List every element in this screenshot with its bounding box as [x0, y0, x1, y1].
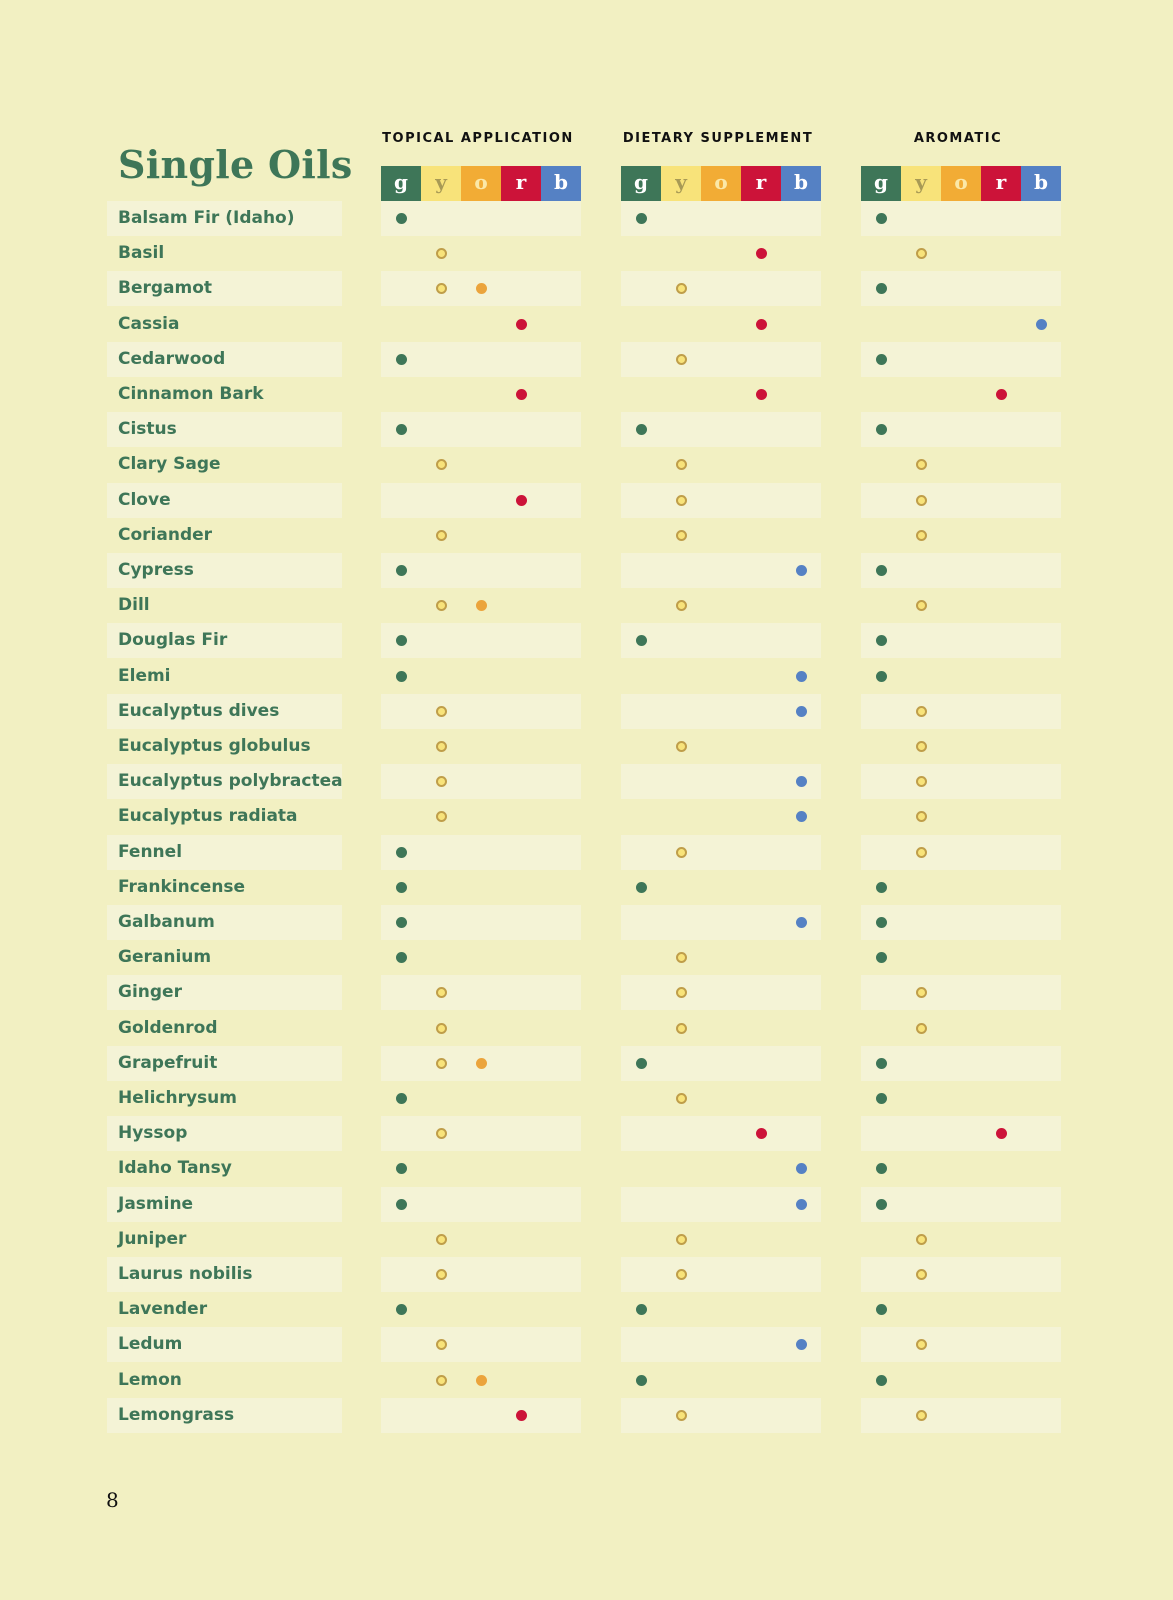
- dot-b-dietary: [796, 811, 807, 822]
- dot-y-topical: [436, 600, 447, 611]
- oil-name: Cassia: [118, 314, 180, 334]
- dot-r-dietary: [756, 389, 767, 400]
- color-key-topical: [381, 166, 581, 201]
- dot-y-aromatic: [916, 847, 927, 858]
- table-row: [0, 1327, 1173, 1362]
- key-letter: o: [474, 169, 488, 194]
- row-band: [621, 1398, 821, 1433]
- dot-r-topical: [516, 1410, 527, 1421]
- table-row: [0, 377, 1173, 412]
- table-row: [0, 483, 1173, 518]
- oil-name: Balsam Fir (Idaho): [118, 208, 295, 228]
- row-band: [381, 483, 581, 518]
- oil-name: Cypress: [118, 560, 194, 580]
- dot-y-aromatic: [916, 1023, 927, 1034]
- dot-g-aromatic: [876, 354, 887, 365]
- table-row: [0, 553, 1173, 588]
- row-band: [621, 1257, 821, 1292]
- table-row: [0, 1398, 1173, 1433]
- table-row: [0, 1187, 1173, 1222]
- dot-g-aromatic: [876, 1163, 887, 1174]
- table-row: [0, 764, 1173, 799]
- oil-name: Cedarwood: [118, 349, 226, 369]
- dot-g-topical: [396, 952, 407, 963]
- dot-y-aromatic: [916, 706, 927, 717]
- dot-y-dietary: [676, 741, 687, 752]
- dot-y-dietary: [676, 987, 687, 998]
- table-row: [0, 271, 1173, 306]
- key-letter: y: [435, 169, 447, 194]
- oil-name: Lavender: [118, 1299, 208, 1319]
- row-band: [381, 835, 581, 870]
- dot-g-topical: [396, 917, 407, 928]
- oil-name: Frankincense: [118, 877, 246, 897]
- oil-name: Ginger: [118, 982, 182, 1002]
- dot-y-dietary: [676, 952, 687, 963]
- dot-y-dietary: [676, 1410, 687, 1421]
- row-band: [861, 412, 1061, 447]
- section-title-topical: TOPICAL APPLICATION: [382, 131, 574, 146]
- row-band: [861, 1398, 1061, 1433]
- oil-name: Laurus nobilis: [118, 1264, 253, 1284]
- key-r: [741, 166, 781, 201]
- dot-y-topical: [436, 1339, 447, 1350]
- dot-y-topical: [436, 741, 447, 752]
- table-row: [0, 694, 1173, 729]
- dot-g-topical: [396, 565, 407, 576]
- row-band: [621, 835, 821, 870]
- color-key-dietary: [621, 166, 821, 201]
- row-band: [381, 1257, 581, 1292]
- oil-name: Fennel: [118, 842, 183, 862]
- dot-g-aromatic: [876, 283, 887, 294]
- table-row: [0, 342, 1173, 377]
- dot-b-dietary: [796, 1199, 807, 1210]
- dot-y-topical: [436, 706, 447, 717]
- oil-name: Basil: [118, 243, 165, 263]
- key-letter: g: [634, 169, 648, 194]
- dot-b-dietary: [796, 1339, 807, 1350]
- table-row: [0, 1046, 1173, 1081]
- dot-g-aromatic: [876, 1199, 887, 1210]
- dot-b-dietary: [796, 565, 807, 576]
- table-row: [0, 799, 1173, 834]
- dot-y-aromatic: [916, 741, 927, 752]
- dot-y-aromatic: [916, 600, 927, 611]
- dot-o-topical: [476, 283, 487, 294]
- dot-y-topical: [436, 1023, 447, 1034]
- dot-b-dietary: [796, 1163, 807, 1174]
- oil-name: Cinnamon Bark: [118, 384, 264, 404]
- dot-y-dietary: [676, 600, 687, 611]
- section-title-aromatic: AROMATIC: [913, 131, 1003, 146]
- table-row: [0, 729, 1173, 764]
- dot-y-dietary: [676, 459, 687, 470]
- dot-g-aromatic: [876, 917, 887, 928]
- key-b: [541, 166, 581, 201]
- dot-g-topical: [396, 882, 407, 893]
- row-band: [861, 1046, 1061, 1081]
- row-band: [621, 623, 821, 658]
- row-band: [621, 201, 821, 236]
- dot-g-aromatic: [876, 671, 887, 682]
- dot-r-dietary: [756, 1128, 767, 1139]
- dot-y-dietary: [676, 1234, 687, 1245]
- table-row: [0, 1011, 1173, 1046]
- oil-name: Elemi: [118, 666, 171, 686]
- key-letter: g: [874, 169, 888, 194]
- dot-y-aromatic: [916, 811, 927, 822]
- oil-name: Eucalyptus radiata: [118, 806, 298, 826]
- oil-name: Eucalyptus polybractea: [118, 771, 343, 791]
- oil-name: Clary Sage: [118, 454, 221, 474]
- oil-name: Lemon: [118, 1370, 182, 1390]
- row-band: [621, 694, 821, 729]
- table-row: [0, 588, 1173, 623]
- dot-g-topical: [396, 635, 407, 646]
- row-band: [621, 764, 821, 799]
- row-band: [861, 1257, 1061, 1292]
- oil-name: Ledum: [118, 1334, 183, 1354]
- key-letter: r: [515, 169, 527, 194]
- dot-g-dietary: [636, 424, 647, 435]
- key-g: [381, 166, 421, 201]
- dot-y-topical: [436, 1269, 447, 1280]
- table-row: [0, 307, 1173, 342]
- row-band: [621, 483, 821, 518]
- oil-name: Eucalyptus globulus: [118, 736, 311, 756]
- dot-y-dietary: [676, 1093, 687, 1104]
- dot-g-aromatic: [876, 1093, 887, 1104]
- row-band: [621, 342, 821, 377]
- table-row: [0, 1363, 1173, 1398]
- row-band: [861, 835, 1061, 870]
- row-band: [381, 201, 581, 236]
- row-band: [381, 1398, 581, 1433]
- row-band: [861, 694, 1061, 729]
- row-band: [381, 1187, 581, 1222]
- table-row: [0, 201, 1173, 236]
- dot-b-aromatic: [1036, 319, 1047, 330]
- dot-g-topical: [396, 1163, 407, 1174]
- dot-r-aromatic: [996, 389, 1007, 400]
- dot-g-topical: [396, 671, 407, 682]
- key-o: [941, 166, 981, 201]
- row-band: [381, 1116, 581, 1151]
- oil-name: Dill: [118, 595, 150, 615]
- row-band: [381, 694, 581, 729]
- key-b: [781, 166, 821, 201]
- key-y: [661, 166, 701, 201]
- dot-y-dietary: [676, 495, 687, 506]
- dot-b-dietary: [796, 671, 807, 682]
- row-band: [381, 764, 581, 799]
- dot-y-aromatic: [916, 1234, 927, 1245]
- dot-g-aromatic: [876, 565, 887, 576]
- row-band: [381, 342, 581, 377]
- dot-o-topical: [476, 1058, 487, 1069]
- table-row: [0, 1292, 1173, 1327]
- row-band: [621, 1187, 821, 1222]
- row-band: [861, 201, 1061, 236]
- oil-name: Goldenrod: [118, 1018, 218, 1038]
- table-row: [0, 659, 1173, 694]
- table-row: [0, 940, 1173, 975]
- oil-name: Galbanum: [118, 912, 215, 932]
- dot-g-aromatic: [876, 1375, 887, 1386]
- page-number: 8: [106, 1488, 119, 1512]
- dot-g-aromatic: [876, 213, 887, 224]
- key-letter: b: [794, 169, 808, 194]
- oil-name: Eucalyptus dives: [118, 701, 280, 721]
- color-key-aromatic: [861, 166, 1061, 201]
- dot-g-aromatic: [876, 952, 887, 963]
- row-band: [861, 342, 1061, 377]
- dot-y-aromatic: [916, 1339, 927, 1350]
- dot-g-topical: [396, 213, 407, 224]
- dot-g-dietary: [636, 882, 647, 893]
- key-y: [901, 166, 941, 201]
- oil-name: Douglas Fir: [118, 630, 228, 650]
- dot-y-aromatic: [916, 776, 927, 787]
- dot-g-dietary: [636, 1375, 647, 1386]
- dot-y-aromatic: [916, 987, 927, 998]
- key-letter: y: [915, 169, 927, 194]
- dot-r-dietary: [756, 319, 767, 330]
- dot-g-dietary: [636, 1058, 647, 1069]
- table-row: [0, 975, 1173, 1010]
- table-row: [0, 412, 1173, 447]
- oil-name: Geranium: [118, 947, 212, 967]
- table-row: [0, 1116, 1173, 1151]
- dot-y-aromatic: [916, 459, 927, 470]
- row-band: [621, 975, 821, 1010]
- key-r: [501, 166, 541, 201]
- row-band: [621, 271, 821, 306]
- key-letter: g: [394, 169, 408, 194]
- dot-y-topical: [436, 530, 447, 541]
- key-letter: r: [995, 169, 1007, 194]
- dot-y-topical: [436, 776, 447, 787]
- table-row: [0, 623, 1173, 658]
- row-band: [621, 553, 821, 588]
- dot-g-aromatic: [876, 1058, 887, 1069]
- dot-b-dietary: [796, 706, 807, 717]
- key-letter: o: [714, 169, 728, 194]
- row-band: [861, 764, 1061, 799]
- dot-o-topical: [476, 1375, 487, 1386]
- oil-name: Hyssop: [118, 1123, 188, 1143]
- row-band: [861, 483, 1061, 518]
- oil-name: Juniper: [118, 1229, 187, 1249]
- dot-g-topical: [396, 424, 407, 435]
- table-row: [0, 447, 1173, 482]
- dot-y-dietary: [676, 354, 687, 365]
- dot-y-dietary: [676, 283, 687, 294]
- key-r: [981, 166, 1021, 201]
- key-letter: o: [954, 169, 968, 194]
- row-band: [861, 1116, 1061, 1151]
- key-o: [461, 166, 501, 201]
- table-row: [0, 1257, 1173, 1292]
- dot-y-topical: [436, 1375, 447, 1386]
- row-band: [861, 905, 1061, 940]
- page-title: Single Oils: [118, 142, 353, 187]
- row-band: [861, 553, 1061, 588]
- dot-o-topical: [476, 600, 487, 611]
- dot-y-aromatic: [916, 530, 927, 541]
- oil-name: Cistus: [118, 419, 177, 439]
- table-row: [0, 1222, 1173, 1257]
- dot-g-aromatic: [876, 882, 887, 893]
- table-row: [0, 518, 1173, 553]
- key-letter: b: [554, 169, 568, 194]
- oil-name: Coriander: [118, 525, 213, 545]
- dot-g-topical: [396, 1093, 407, 1104]
- dot-y-dietary: [676, 1023, 687, 1034]
- row-band: [381, 412, 581, 447]
- row-band: [381, 623, 581, 658]
- table-row: [0, 236, 1173, 271]
- table-row: [0, 1151, 1173, 1186]
- table-row: [0, 1081, 1173, 1116]
- dot-r-topical: [516, 319, 527, 330]
- oil-name: Bergamot: [118, 278, 213, 298]
- row-band: [621, 1327, 821, 1362]
- dot-g-aromatic: [876, 1304, 887, 1315]
- dot-g-dietary: [636, 1304, 647, 1315]
- oil-name: Grapefruit: [118, 1053, 218, 1073]
- row-band: [621, 1046, 821, 1081]
- row-band: [621, 1116, 821, 1151]
- key-o: [701, 166, 741, 201]
- section-title-dietary: DIETARY SUPPLEMENT: [622, 131, 814, 146]
- row-band: [621, 905, 821, 940]
- dot-y-aromatic: [916, 1269, 927, 1280]
- oil-name: Lemongrass: [118, 1405, 235, 1425]
- row-band: [861, 623, 1061, 658]
- row-band: [861, 1327, 1061, 1362]
- key-letter: y: [675, 169, 687, 194]
- dot-g-topical: [396, 354, 407, 365]
- key-g: [621, 166, 661, 201]
- dot-g-topical: [396, 1304, 407, 1315]
- dot-g-topical: [396, 1199, 407, 1210]
- table-row: [0, 905, 1173, 940]
- row-band: [621, 412, 821, 447]
- row-band: [381, 1327, 581, 1362]
- dot-r-aromatic: [996, 1128, 1007, 1139]
- dot-b-dietary: [796, 917, 807, 928]
- table-row: [0, 870, 1173, 905]
- row-band: [861, 271, 1061, 306]
- dot-r-topical: [516, 389, 527, 400]
- dot-y-dietary: [676, 530, 687, 541]
- row-band: [381, 975, 581, 1010]
- dot-g-aromatic: [876, 635, 887, 646]
- oil-name: Helichrysum: [118, 1088, 237, 1108]
- dot-y-topical: [436, 811, 447, 822]
- key-b: [1021, 166, 1061, 201]
- row-band: [861, 1187, 1061, 1222]
- row-band: [381, 905, 581, 940]
- dot-y-aromatic: [916, 248, 927, 259]
- row-band: [381, 553, 581, 588]
- dot-y-topical: [436, 987, 447, 998]
- key-letter: r: [755, 169, 767, 194]
- dot-y-topical: [436, 1234, 447, 1245]
- dot-y-topical: [436, 1128, 447, 1139]
- table-row: [0, 835, 1173, 870]
- dot-y-topical: [436, 248, 447, 259]
- key-y: [421, 166, 461, 201]
- dot-y-topical: [436, 459, 447, 470]
- row-band: [861, 975, 1061, 1010]
- dot-y-dietary: [676, 847, 687, 858]
- oil-name: Jasmine: [118, 1194, 194, 1214]
- dot-y-aromatic: [916, 495, 927, 506]
- dot-y-aromatic: [916, 1410, 927, 1421]
- oil-name: Clove: [118, 490, 171, 510]
- dot-r-dietary: [756, 248, 767, 259]
- dot-y-topical: [436, 283, 447, 294]
- dot-r-topical: [516, 495, 527, 506]
- dot-g-dietary: [636, 635, 647, 646]
- oil-name: Idaho Tansy: [118, 1158, 232, 1178]
- dot-b-dietary: [796, 776, 807, 787]
- key-g: [861, 166, 901, 201]
- dot-g-aromatic: [876, 424, 887, 435]
- dot-y-topical: [436, 1058, 447, 1069]
- key-letter: b: [1034, 169, 1048, 194]
- dot-g-dietary: [636, 213, 647, 224]
- dot-g-topical: [396, 847, 407, 858]
- dot-y-dietary: [676, 1269, 687, 1280]
